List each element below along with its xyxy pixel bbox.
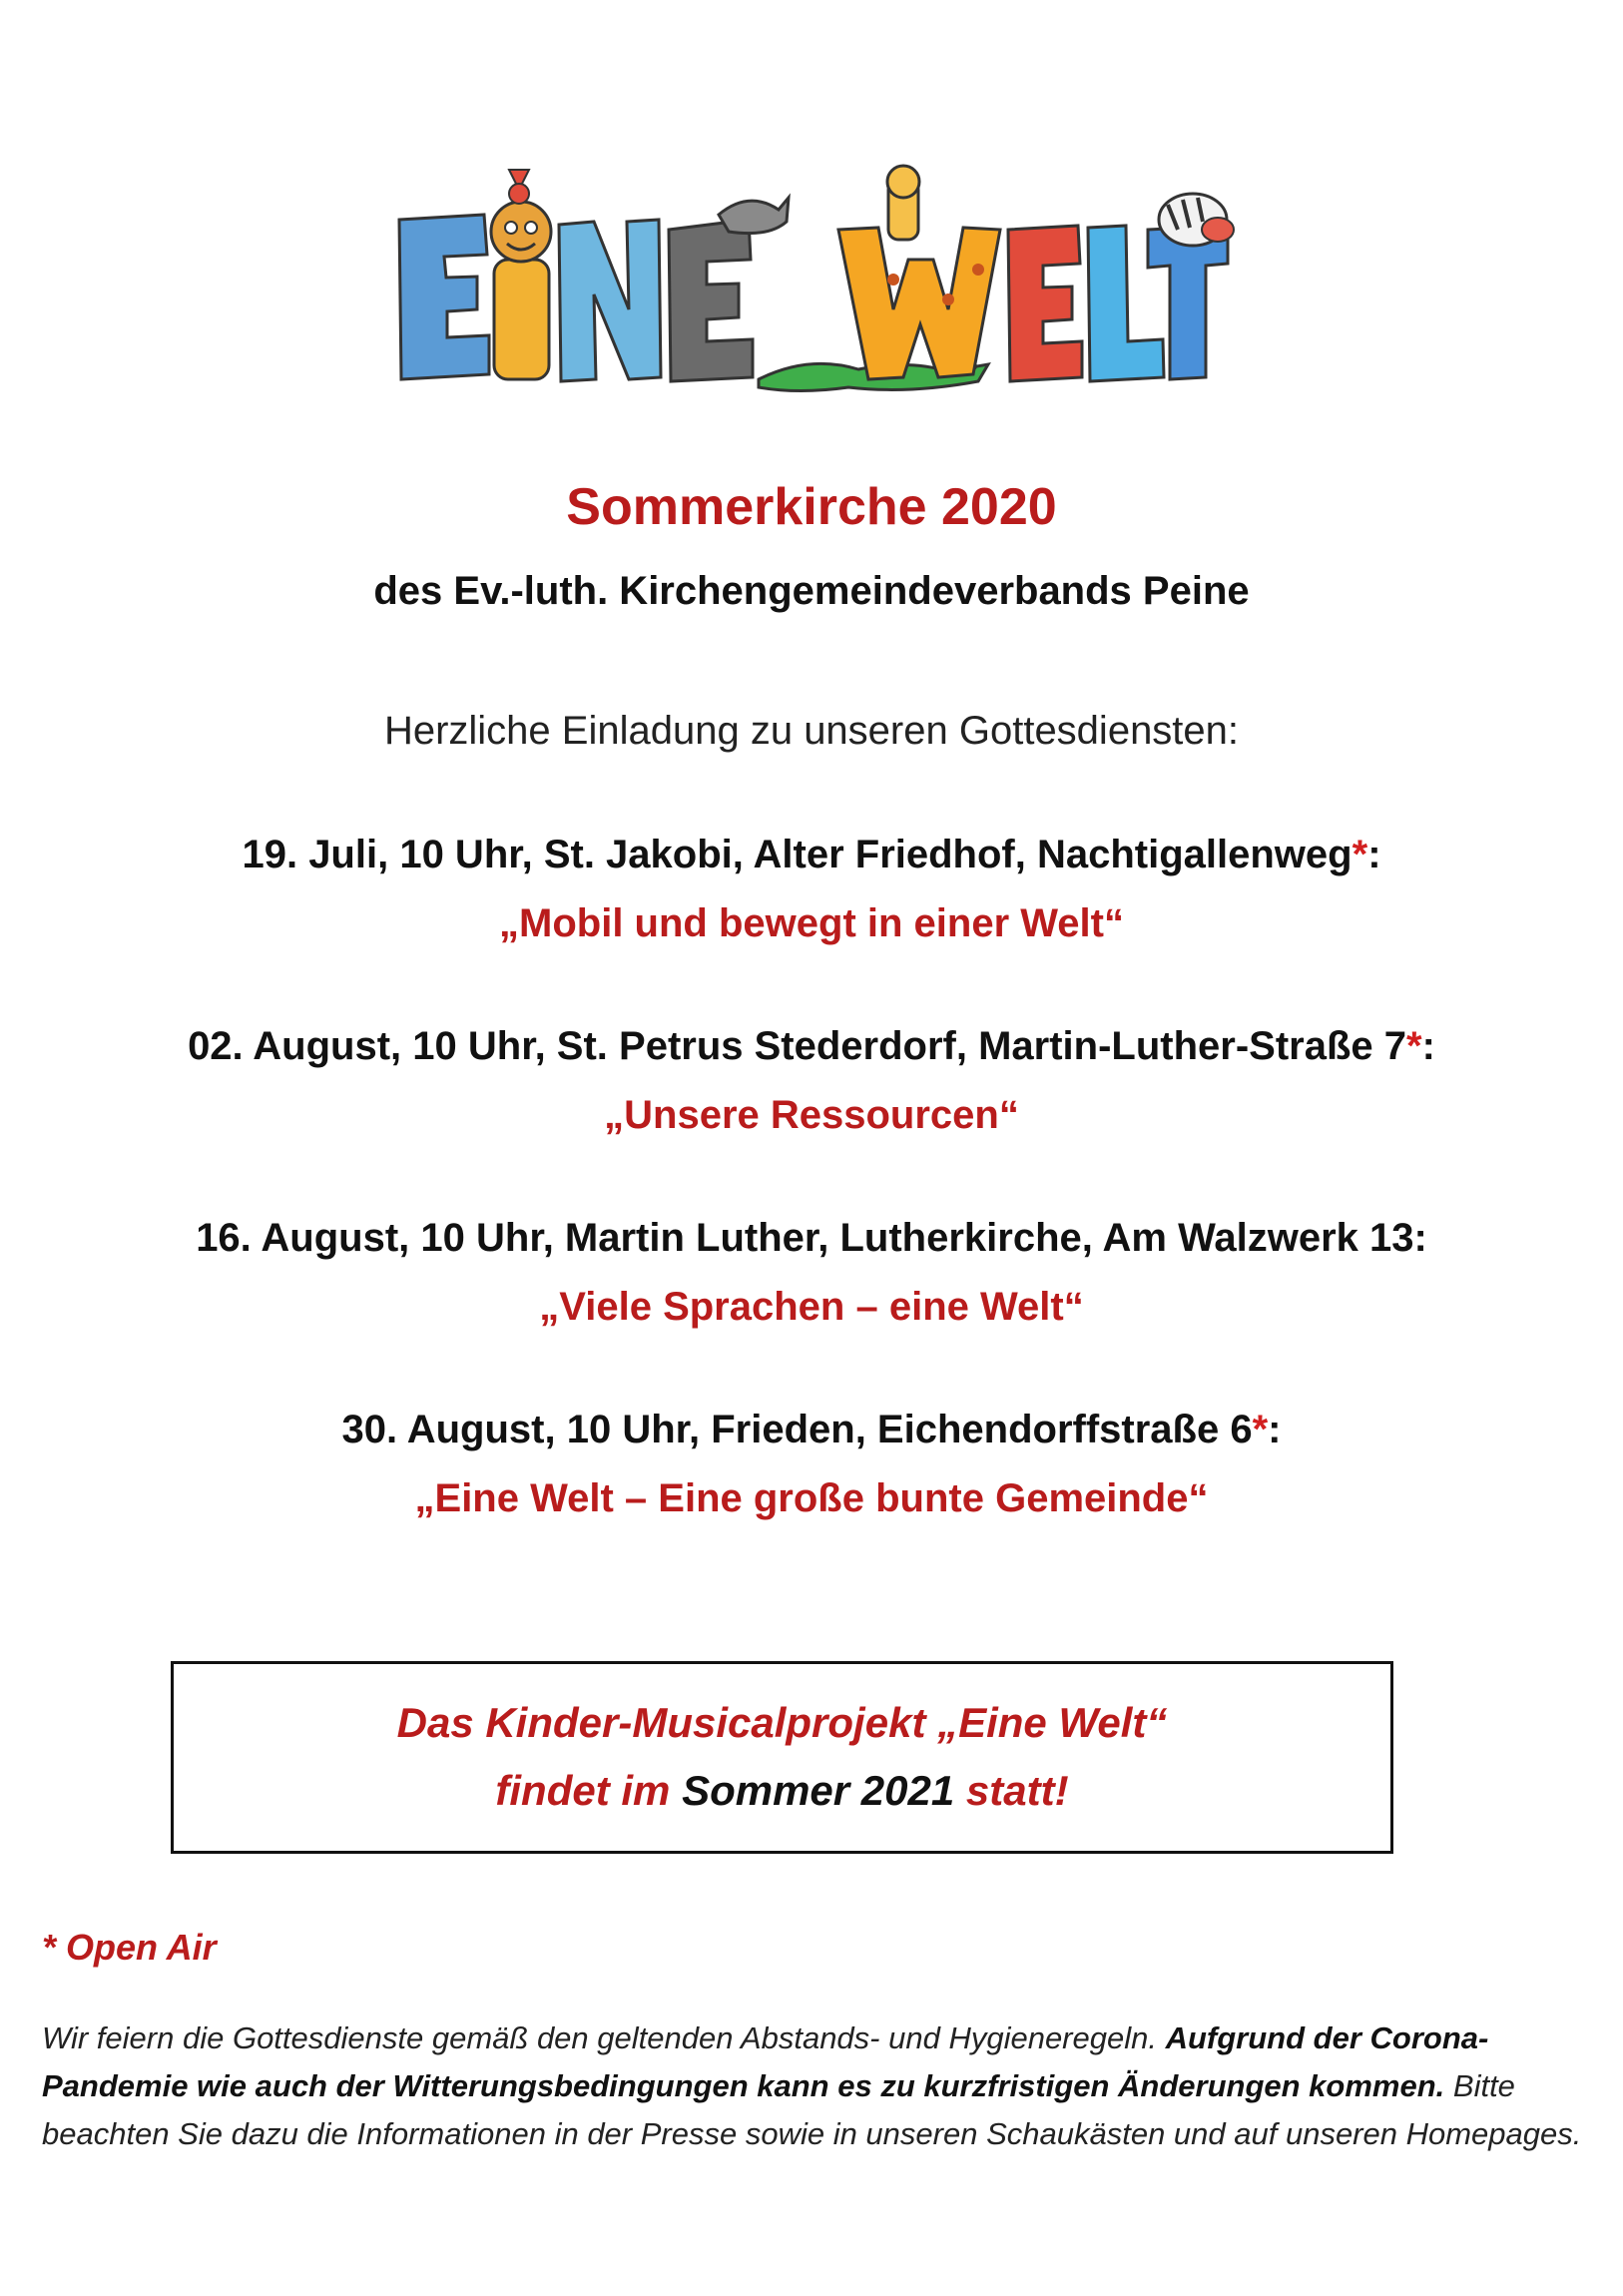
- logo-letter-w-giraffe: [838, 166, 1000, 379]
- eine-welt-logo-icon: [389, 160, 1238, 394]
- logo-letter-n: [559, 220, 661, 381]
- notice-line-2-part-1: findet im: [495, 1767, 671, 1814]
- logo-letter-e3: [1008, 226, 1082, 381]
- event-4-colon: :: [1268, 1408, 1282, 1451]
- notice-line-1: [174, 1689, 1390, 1757]
- open-air-note: * Open Air: [42, 1927, 217, 1968]
- event-1-motto: „Mobil und bewegt in einer Welt“: [499, 901, 1124, 945]
- notice-line-2-part-3: statt!: [965, 1767, 1069, 1814]
- page-subtitle: des Ev.-luth. Kirchengemeindeverbands Peine: [373, 569, 1250, 613]
- event-3-motto: „Viele Sprachen – eine Welt“: [539, 1285, 1084, 1329]
- notice-line-2: [174, 1757, 1390, 1825]
- eine-welt-logo: [389, 160, 1238, 394]
- event-1-details: 19. Juli, 10 Uhr, St. Jakobi, Alter Friedhof, Nachtigallenweg: [242, 833, 1352, 876]
- event-4-details: 30. August, 10 Uhr, Frieden, Eichendorffstraße 6: [341, 1408, 1253, 1451]
- footnote-part-1: Wir feiern die Gottesdienste gemäß den geltenden Abstands- und Hygieneregeln.: [42, 2020, 1157, 2055]
- event-2-head: [0, 1024, 1623, 1069]
- event-1-colon: :: [1367, 833, 1381, 876]
- event-4-head: [0, 1408, 1623, 1452]
- event-4-motto: „Eine Welt – Eine große bunte Gemeinde“: [414, 1476, 1209, 1520]
- event-2-motto: „Unsere Ressourcen“: [604, 1093, 1019, 1137]
- logo-letter-e2-rhino: [669, 198, 789, 381]
- event-3-head: [0, 1216, 1623, 1261]
- event-3-details: 16. August, 10 Uhr, Martin Luther, Lutherkirche, Am Walzwerk 13: [196, 1216, 1414, 1260]
- event-1-open-air-star: *: [1352, 833, 1368, 876]
- event-3-colon: :: [1413, 1216, 1427, 1260]
- logo-letter-i-monkey: [491, 170, 551, 379]
- event-2-open-air-star: *: [1406, 1024, 1422, 1068]
- logo-letter-e1: [399, 215, 489, 379]
- footnote-part-2: Bitte beachten Sie dazu die Informationen in der Presse sowie in unseren Schaukästen und auf unseren Homepages.: [42, 2068, 1582, 2151]
- notice-line-2-part-2: Sommer 2021: [682, 1767, 955, 1814]
- footnote-bold: Aufgrund der Corona-Pandemie wie auch der Witterungsbedingungen kann es zu kurzfristigen Änderungen kommen.: [42, 2020, 1489, 2103]
- page-title: Sommerkirche 2020: [566, 478, 1057, 536]
- event-2-details: 02. August, 10 Uhr, St. Petrus Stederdorf, Martin-Luther-Straße 7: [188, 1024, 1407, 1068]
- musical-notice-box: [171, 1661, 1393, 1854]
- event-2-colon: :: [1421, 1024, 1435, 1068]
- invitation-text: Herzliche Einladung zu unseren Gottesdiensten:: [383, 709, 1240, 753]
- event-4-open-air-star: *: [1252, 1408, 1269, 1451]
- event-1-head: [0, 833, 1623, 877]
- footnote-paragraph: [42, 2014, 1584, 2158]
- notice-line-1-text: Das Kinder-Musicalprojekt „Eine Welt“: [396, 1699, 1168, 1746]
